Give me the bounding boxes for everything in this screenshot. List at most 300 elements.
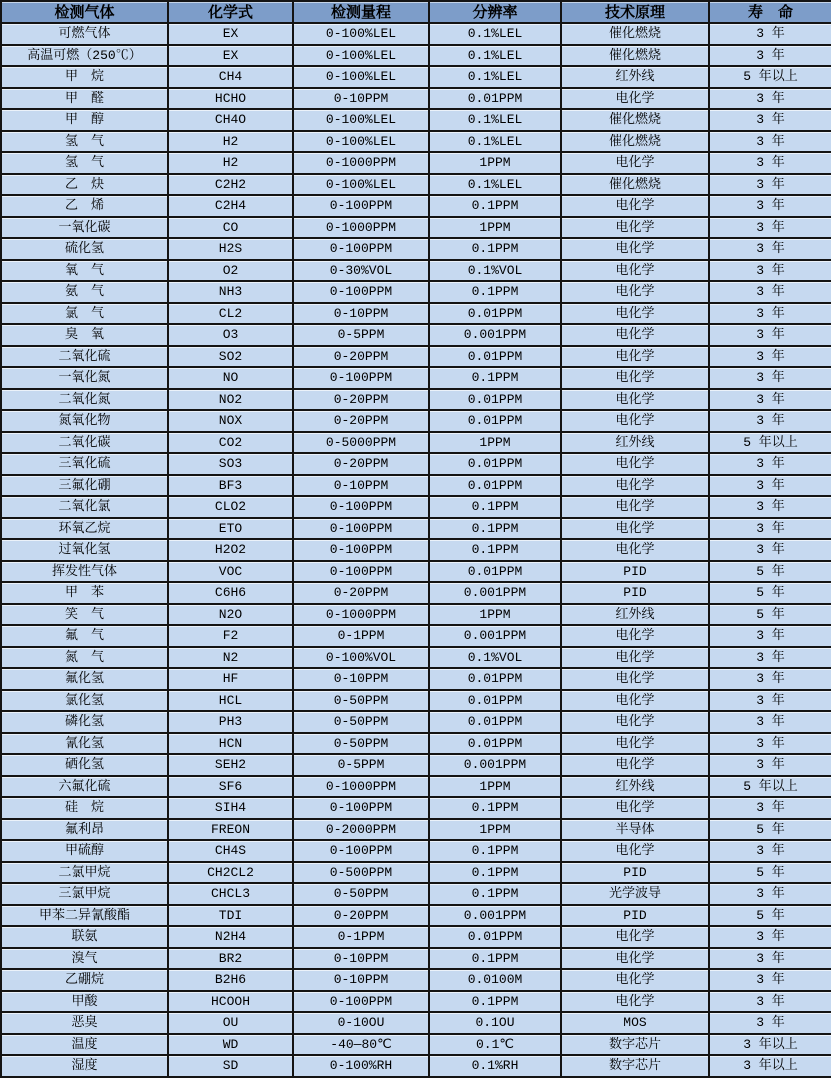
- table-cell: 3 年: [709, 496, 831, 518]
- table-cell: 0.1PPM: [429, 539, 561, 561]
- table-cell: EX: [168, 23, 293, 45]
- table-row: [1, 281, 831, 303]
- table-cell: 电化学: [561, 238, 709, 260]
- table-cell: 0-100PPM: [293, 281, 429, 303]
- table-cell: 0-10PPM: [293, 948, 429, 970]
- table-cell: 甲酸: [1, 991, 168, 1013]
- table-cell: 0.1PPM: [429, 948, 561, 970]
- table-cell: 3 年: [709, 883, 831, 905]
- table-cell: 电化学: [561, 260, 709, 282]
- table-cell: 0.01PPM: [429, 453, 561, 475]
- table-cell: 电化学: [561, 88, 709, 110]
- table-cell: 氨 气: [1, 281, 168, 303]
- table-cell: 催化燃烧: [561, 45, 709, 67]
- table-cell: 3 年: [709, 410, 831, 432]
- table-cell: 电化学: [561, 733, 709, 755]
- table-cell: 0.1%LEL: [429, 131, 561, 153]
- table-row: [1, 905, 831, 927]
- table-cell: 3 年: [709, 45, 831, 67]
- table-cell: 0-2000PPM: [293, 819, 429, 841]
- table-cell: 0-100%LEL: [293, 131, 429, 153]
- table-row: [1, 217, 831, 239]
- table-cell: 0.1%VOL: [429, 260, 561, 282]
- table-cell: 0.001PPM: [429, 754, 561, 776]
- table-cell: 电化学: [561, 389, 709, 411]
- table-cell: 0.0100M: [429, 969, 561, 991]
- table-cell: CL2: [168, 303, 293, 325]
- table-cell: 0-10PPM: [293, 88, 429, 110]
- table-cell: 0.01PPM: [429, 346, 561, 368]
- table-cell: 3 年: [709, 1012, 831, 1034]
- table-row: [1, 303, 831, 325]
- table-cell: 数字芯片: [561, 1034, 709, 1056]
- table-cell: C2H4: [168, 195, 293, 217]
- table-cell: CH4O: [168, 109, 293, 131]
- table-row: [1, 862, 831, 884]
- table-cell: 0.01PPM: [429, 733, 561, 755]
- table-cell: 0.1PPM: [429, 797, 561, 819]
- table-cell: 3 年: [709, 324, 831, 346]
- table-cell: 3 年: [709, 539, 831, 561]
- table-cell: 0-10PPM: [293, 475, 429, 497]
- table-cell: 二氯甲烷: [1, 862, 168, 884]
- table-cell: 1PPM: [429, 432, 561, 454]
- table-row: [1, 647, 831, 669]
- table-row: [1, 1034, 831, 1056]
- table-cell: O2: [168, 260, 293, 282]
- table-cell: 0.1%LEL: [429, 66, 561, 88]
- table-cell: 5 年以上: [709, 432, 831, 454]
- table-cell: 乙 炔: [1, 174, 168, 196]
- table-cell: 0.1%VOL: [429, 647, 561, 669]
- table-cell: 1PPM: [429, 819, 561, 841]
- table-cell: 3 年: [709, 131, 831, 153]
- table-cell: 3 年: [709, 303, 831, 325]
- table-cell: 0-50PPM: [293, 883, 429, 905]
- table-cell: 0.1PPM: [429, 281, 561, 303]
- table-cell: 磷化氢: [1, 711, 168, 733]
- table-cell: BR2: [168, 948, 293, 970]
- table-cell: 0-100PPM: [293, 238, 429, 260]
- table-row: [1, 346, 831, 368]
- table-cell: H2O2: [168, 539, 293, 561]
- table-cell: NO2: [168, 389, 293, 411]
- table-row: [1, 733, 831, 755]
- table-cell: 氢 气: [1, 131, 168, 153]
- table-cell: 3 年: [709, 969, 831, 991]
- table-cell: CLO2: [168, 496, 293, 518]
- table-cell: 0-100%LEL: [293, 45, 429, 67]
- table-cell: 0-20PPM: [293, 346, 429, 368]
- table-cell: 5 年: [709, 582, 831, 604]
- table-row: [1, 539, 831, 561]
- table-cell: 臭 氧: [1, 324, 168, 346]
- table-row: [1, 152, 831, 174]
- table-cell: 0.1%LEL: [429, 23, 561, 45]
- table-cell: 3 年: [709, 840, 831, 862]
- table-cell: 5 年: [709, 819, 831, 841]
- table-cell: 3 年: [709, 647, 831, 669]
- table-cell: 0-10OU: [293, 1012, 429, 1034]
- table-cell: 电化学: [561, 346, 709, 368]
- table-cell: 催化燃烧: [561, 23, 709, 45]
- column-header-0: 检测气体: [1, 1, 168, 23]
- table-row: [1, 195, 831, 217]
- table-cell: 0.01PPM: [429, 303, 561, 325]
- table-row: [1, 604, 831, 626]
- table-cell: 温度: [1, 1034, 168, 1056]
- table-cell: 二氧化氯: [1, 496, 168, 518]
- table-cell: 二氧化碳: [1, 432, 168, 454]
- table-cell: 0-100PPM: [293, 561, 429, 583]
- table-cell: 电化学: [561, 453, 709, 475]
- table-cell: 0.1PPM: [429, 238, 561, 260]
- table-cell: 0-100%VOL: [293, 647, 429, 669]
- table-row: [1, 453, 831, 475]
- table-cell: 0-5PPM: [293, 324, 429, 346]
- table-cell: 高温可燃（250℃）: [1, 45, 168, 67]
- table-row: [1, 324, 831, 346]
- table-cell: 0-10PPM: [293, 303, 429, 325]
- table-cell: 恶臭: [1, 1012, 168, 1034]
- table-cell: 一氧化氮: [1, 367, 168, 389]
- table-cell: 0.01PPM: [429, 561, 561, 583]
- table-cell: 0-1PPM: [293, 926, 429, 948]
- table-cell: 0-1000PPM: [293, 217, 429, 239]
- table-cell: 可燃气体: [1, 23, 168, 45]
- table-cell: 0-20PPM: [293, 582, 429, 604]
- table-cell: 电化学: [561, 367, 709, 389]
- table-row: [1, 475, 831, 497]
- table-cell: OU: [168, 1012, 293, 1034]
- table-cell: 0-100%LEL: [293, 109, 429, 131]
- table-cell: 3 年: [709, 668, 831, 690]
- table-row: [1, 926, 831, 948]
- table-cell: 3 年: [709, 475, 831, 497]
- table-row: [1, 1012, 831, 1034]
- table-cell: 3 年: [709, 926, 831, 948]
- table-cell: 0-100PPM: [293, 840, 429, 862]
- table-cell: 0.1PPM: [429, 518, 561, 540]
- table-cell: SO2: [168, 346, 293, 368]
- table-cell: 催化燃烧: [561, 109, 709, 131]
- table-cell: 0-100PPM: [293, 797, 429, 819]
- table-cell: 甲 苯: [1, 582, 168, 604]
- table-cell: CH4S: [168, 840, 293, 862]
- table-cell: 0-100%LEL: [293, 66, 429, 88]
- table-row: [1, 797, 831, 819]
- table-cell: HF: [168, 668, 293, 690]
- table-cell: 3 年: [709, 948, 831, 970]
- table-cell: 电化学: [561, 625, 709, 647]
- table-cell: 电化学: [561, 303, 709, 325]
- table-cell: 0.01PPM: [429, 711, 561, 733]
- table-cell: TDI: [168, 905, 293, 927]
- table-cell: SD: [168, 1055, 293, 1077]
- table-cell: 0.1%RH: [429, 1055, 561, 1077]
- table-cell: PH3: [168, 711, 293, 733]
- table-cell: 3 年: [709, 797, 831, 819]
- column-header-2: 检测量程: [293, 1, 429, 23]
- table-cell: 3 年: [709, 625, 831, 647]
- table-row: [1, 238, 831, 260]
- table-cell: 硒化氢: [1, 754, 168, 776]
- table-cell: 3 年: [709, 88, 831, 110]
- table-cell: 0.1%LEL: [429, 109, 561, 131]
- table-cell: 电化学: [561, 195, 709, 217]
- table-cell: 二氧化氮: [1, 389, 168, 411]
- table-cell: 0.1PPM: [429, 496, 561, 518]
- table-cell: 溴气: [1, 948, 168, 970]
- table-cell: 3 年: [709, 281, 831, 303]
- table-cell: 0-100%LEL: [293, 23, 429, 45]
- table-cell: ETO: [168, 518, 293, 540]
- table-cell: 3 年: [709, 217, 831, 239]
- table-cell: 氯 气: [1, 303, 168, 325]
- table-cell: 电化学: [561, 690, 709, 712]
- table-row: [1, 432, 831, 454]
- table-cell: 红外线: [561, 604, 709, 626]
- table-row: [1, 948, 831, 970]
- table-cell: N2H4: [168, 926, 293, 948]
- table-row: [1, 66, 831, 88]
- table-row: [1, 776, 831, 798]
- table-cell: 湿度: [1, 1055, 168, 1077]
- table-cell: 1PPM: [429, 776, 561, 798]
- table-cell: 甲硫醇: [1, 840, 168, 862]
- table-cell: 六氟化硫: [1, 776, 168, 798]
- table-cell: O3: [168, 324, 293, 346]
- table-cell: 0-50PPM: [293, 690, 429, 712]
- table-row: [1, 754, 831, 776]
- table-cell: 3 年: [709, 518, 831, 540]
- table-cell: 0-100PPM: [293, 195, 429, 217]
- table-cell: NO: [168, 367, 293, 389]
- table-row: [1, 561, 831, 583]
- table-cell: 0.01PPM: [429, 389, 561, 411]
- table-cell: 0.1PPM: [429, 840, 561, 862]
- table-cell: 氯化氢: [1, 690, 168, 712]
- table-cell: 过氧化氢: [1, 539, 168, 561]
- table-cell: 0-20PPM: [293, 453, 429, 475]
- header-row: [1, 1, 831, 23]
- table-cell: 红外线: [561, 432, 709, 454]
- table-cell: 电化学: [561, 647, 709, 669]
- table-cell: 挥发性气体: [1, 561, 168, 583]
- table-cell: 0-100PPM: [293, 518, 429, 540]
- table-cell: 0-30%VOL: [293, 260, 429, 282]
- table-cell: 电化学: [561, 281, 709, 303]
- table-row: [1, 389, 831, 411]
- table-cell: 3 年: [709, 991, 831, 1013]
- table-cell: 电化学: [561, 991, 709, 1013]
- table-cell: CHCL3: [168, 883, 293, 905]
- table-cell: 3 年以上: [709, 1034, 831, 1056]
- table-row: [1, 625, 831, 647]
- table-cell: 3 年: [709, 152, 831, 174]
- table-cell: 5 年: [709, 561, 831, 583]
- table-row: [1, 109, 831, 131]
- table-cell: PID: [561, 561, 709, 583]
- table-cell: NH3: [168, 281, 293, 303]
- table-cell: 0.1PPM: [429, 862, 561, 884]
- table-cell: 电化学: [561, 152, 709, 174]
- table-row: [1, 969, 831, 991]
- table-cell: 催化燃烧: [561, 131, 709, 153]
- table-cell: HCL: [168, 690, 293, 712]
- table-cell: 电化学: [561, 475, 709, 497]
- table-cell: CO2: [168, 432, 293, 454]
- table-cell: 5 年: [709, 862, 831, 884]
- table-cell: 3 年: [709, 754, 831, 776]
- table-row: [1, 711, 831, 733]
- table-cell: 电化学: [561, 518, 709, 540]
- table-cell: 乙硼烷: [1, 969, 168, 991]
- table-row: [1, 840, 831, 862]
- table-cell: 硅 烷: [1, 797, 168, 819]
- table-cell: N2O: [168, 604, 293, 626]
- column-header-1: 化学式: [168, 1, 293, 23]
- table-cell: PID: [561, 905, 709, 927]
- table-cell: 0-20PPM: [293, 410, 429, 432]
- table-cell: 联氨: [1, 926, 168, 948]
- table-cell: 甲 醛: [1, 88, 168, 110]
- table-cell: 0-20PPM: [293, 905, 429, 927]
- table-cell: 电化学: [561, 539, 709, 561]
- table-cell: 0.1OU: [429, 1012, 561, 1034]
- table-cell: 硫化氢: [1, 238, 168, 260]
- table-cell: 3 年: [709, 711, 831, 733]
- table-cell: C6H6: [168, 582, 293, 604]
- table-row: [1, 410, 831, 432]
- column-header-4: 技术原理: [561, 1, 709, 23]
- table-cell: 氟利昂: [1, 819, 168, 841]
- table-cell: 3 年: [709, 346, 831, 368]
- table-row: [1, 991, 831, 1013]
- table-cell: 3 年: [709, 389, 831, 411]
- table-cell: 0-10PPM: [293, 969, 429, 991]
- table-cell: SF6: [168, 776, 293, 798]
- table-cell: 3 年以上: [709, 1055, 831, 1077]
- table-cell: 氧 气: [1, 260, 168, 282]
- table-cell: 0-50PPM: [293, 733, 429, 755]
- table-cell: 电化学: [561, 948, 709, 970]
- table-cell: 3 年: [709, 238, 831, 260]
- table-cell: 电化学: [561, 926, 709, 948]
- table-cell: 0.01PPM: [429, 926, 561, 948]
- table-cell: 3 年: [709, 690, 831, 712]
- table-cell: B2H6: [168, 969, 293, 991]
- table-cell: N2: [168, 647, 293, 669]
- table-cell: 电化学: [561, 217, 709, 239]
- table-cell: 0.1%LEL: [429, 45, 561, 67]
- table-cell: 0-1000PPM: [293, 604, 429, 626]
- column-header-5: 寿 命: [709, 1, 831, 23]
- table-cell: 1PPM: [429, 604, 561, 626]
- table-cell: CO: [168, 217, 293, 239]
- table-cell: BF3: [168, 475, 293, 497]
- table-cell: 数字芯片: [561, 1055, 709, 1077]
- table-cell: 0.1PPM: [429, 367, 561, 389]
- table-cell: 二氧化硫: [1, 346, 168, 368]
- table-cell: 电化学: [561, 668, 709, 690]
- column-header-3: 分辨率: [429, 1, 561, 23]
- table-cell: 甲 醇: [1, 109, 168, 131]
- table-cell: 电化学: [561, 840, 709, 862]
- table-cell: 3 年: [709, 23, 831, 45]
- table-cell: 5 年以上: [709, 776, 831, 798]
- table-cell: 0.01PPM: [429, 690, 561, 712]
- table-cell: 3 年: [709, 260, 831, 282]
- table-row: [1, 174, 831, 196]
- table-cell: 电化学: [561, 496, 709, 518]
- table-cell: 0-100PPM: [293, 367, 429, 389]
- table-cell: 5 年以上: [709, 66, 831, 88]
- table-cell: H2: [168, 152, 293, 174]
- table-cell: MOS: [561, 1012, 709, 1034]
- table-cell: PID: [561, 862, 709, 884]
- table-row: [1, 367, 831, 389]
- table-cell: 光学波导: [561, 883, 709, 905]
- table-cell: 0.1PPM: [429, 883, 561, 905]
- table-cell: 0-100PPM: [293, 496, 429, 518]
- table-cell: 0.1PPM: [429, 195, 561, 217]
- table-row: [1, 582, 831, 604]
- table-cell: FREON: [168, 819, 293, 841]
- table-cell: 3 年: [709, 174, 831, 196]
- table-cell: H2S: [168, 238, 293, 260]
- table-cell: 0-10PPM: [293, 668, 429, 690]
- table-cell: 乙 烯: [1, 195, 168, 217]
- table-cell: 0.1%LEL: [429, 174, 561, 196]
- table-cell: 氢 气: [1, 152, 168, 174]
- table-cell: VOC: [168, 561, 293, 583]
- table-cell: 0-1000PPM: [293, 152, 429, 174]
- table-cell: 半导体: [561, 819, 709, 841]
- table-cell: 电化学: [561, 711, 709, 733]
- table-cell: 氟化氢: [1, 668, 168, 690]
- table-cell: 0.001PPM: [429, 625, 561, 647]
- table-cell: HCN: [168, 733, 293, 755]
- table-cell: 氟 气: [1, 625, 168, 647]
- table-cell: CH2CL2: [168, 862, 293, 884]
- table-cell: C2H2: [168, 174, 293, 196]
- table-cell: 0.01PPM: [429, 410, 561, 432]
- table-cell: 3 年: [709, 195, 831, 217]
- table-cell: 0-100%LEL: [293, 174, 429, 196]
- table-cell: 0-1000PPM: [293, 776, 429, 798]
- table-cell: 0-500PPM: [293, 862, 429, 884]
- table-cell: SEH2: [168, 754, 293, 776]
- table-cell: 3 年: [709, 453, 831, 475]
- table-cell: 三氯甲烷: [1, 883, 168, 905]
- table-cell: F2: [168, 625, 293, 647]
- table-row: [1, 45, 831, 67]
- table-cell: 0.1℃: [429, 1034, 561, 1056]
- table-cell: 三氟化硼: [1, 475, 168, 497]
- table-cell: 0.001PPM: [429, 582, 561, 604]
- table-cell: 红外线: [561, 66, 709, 88]
- table-cell: 5 年: [709, 604, 831, 626]
- table-row: [1, 496, 831, 518]
- table-cell: 笑 气: [1, 604, 168, 626]
- table-cell: 0.001PPM: [429, 905, 561, 927]
- table-row: [1, 260, 831, 282]
- table-cell: 1PPM: [429, 152, 561, 174]
- table-cell: 0-100%RH: [293, 1055, 429, 1077]
- table-cell: 0-5000PPM: [293, 432, 429, 454]
- table-cell: 氮 气: [1, 647, 168, 669]
